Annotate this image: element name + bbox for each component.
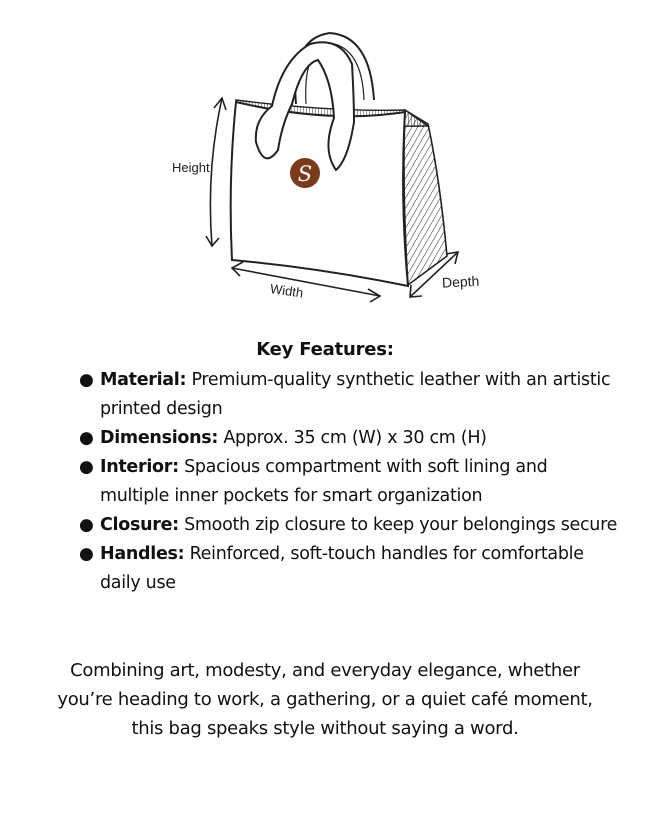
feature-label: Interior: <box>100 457 179 477</box>
feature-item <box>79 511 620 540</box>
height-label: Height <box>172 160 210 175</box>
bullet-icon: ● <box>79 428 94 448</box>
depth-label: Depth <box>441 272 480 291</box>
closing-paragraph: Combining art, modesty, and everyday elegance, whether you’re heading to work, a gathering, or a quiet café moment, this bag speaks style without saying a word. <box>57 660 593 739</box>
feature-label: Closure: <box>100 515 179 535</box>
bullet-icon: ● <box>79 457 94 477</box>
brand-logo-letter: S <box>297 162 313 186</box>
bag-dimension-diagram <box>0 0 650 320</box>
feature-text: Approx. 35 cm (W) x 30 cm (H) <box>223 428 487 448</box>
feature-text: Spacious compartment with soft lining and multiple inner pockets for smart organization <box>100 457 548 506</box>
features-list <box>79 366 620 598</box>
bullet-icon: ● <box>79 515 94 535</box>
key-features-heading: Key Features: <box>256 339 394 360</box>
feature-item <box>79 540 620 598</box>
bullet-icon: ● <box>79 544 94 564</box>
feature-item <box>79 366 620 424</box>
feature-label: Dimensions: <box>100 428 219 448</box>
feature-label: Material: <box>100 370 187 390</box>
feature-item <box>79 424 620 453</box>
feature-text: Reinforced, soft-touch handles for comfortable daily use <box>100 544 584 593</box>
feature-text: Smooth zip closure to keep your belongings secure <box>184 515 618 535</box>
width-label: Width <box>269 280 305 301</box>
bag-side-panel <box>404 110 447 285</box>
feature-text: Premium-quality synthetic leather with an artistic printed design <box>100 370 611 419</box>
bullet-icon: ● <box>79 370 94 390</box>
feature-label: Handles: <box>100 544 185 564</box>
feature-item <box>79 453 620 511</box>
